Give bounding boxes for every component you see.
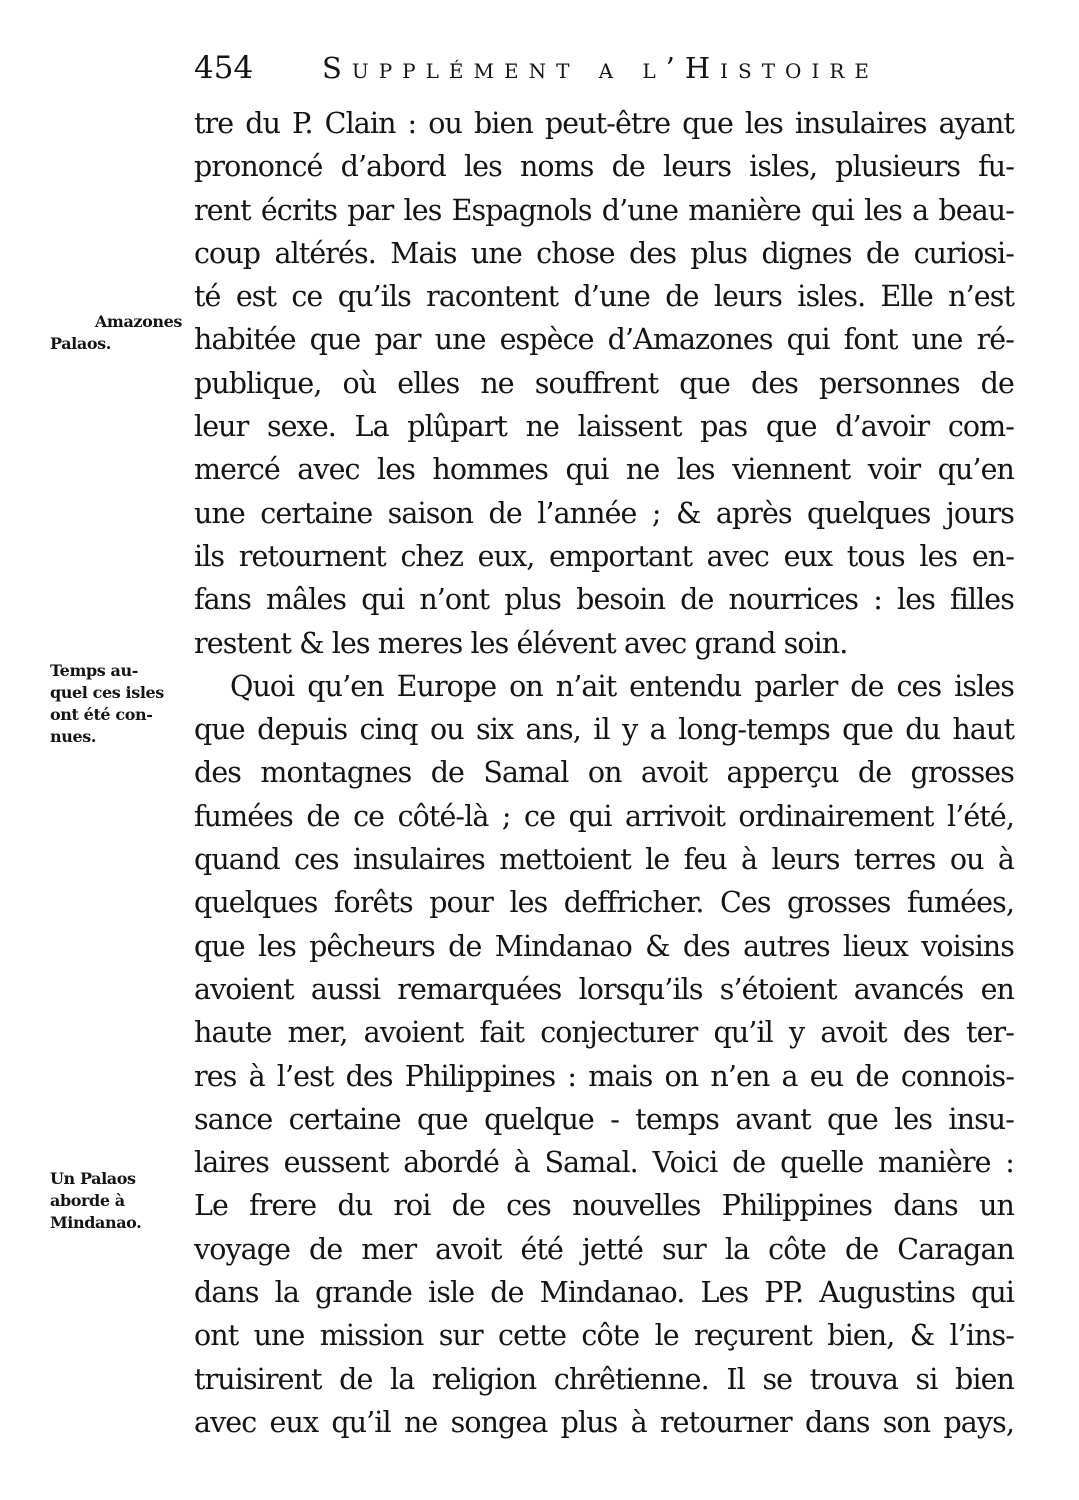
margin-note-line: ont été con- [50,705,153,724]
text-line: truisirent de la religion chrêtienne. Il se trouva si bien [194,1362,1014,1396]
text-line: restent & les meres les élévent avec grand soin. [194,626,848,660]
text-line: Le frere du roi de ces nouvelles Philippines dans un [194,1189,1014,1223]
text-line: Quoi qu’en Europe on n’ait entendu parler de ces isles [230,669,1014,703]
text-line: dans la grande isle de Mindanao. Les PP. Augustins qui [194,1276,1014,1310]
text-line: rent écrits par les Espagnols d’une manière qui les a beau- [194,193,1014,227]
text-line: une certaine saison de l’année ; & après quelques jours [194,496,1014,530]
text-line: res à l’est des Philippines : mais on n’en a eu de connois- [194,1059,1014,1093]
text-line: que les pêcheurs de Mindanao & des autres lieux voisins [194,929,1014,963]
margin-note-line: Temps au- [50,661,138,680]
text-line: quelques forêts pour les deffricher. Ces grosses fumées, [194,886,1014,920]
text-line: tre du P. Clain : ou bien peut-être que les insulaires ayant [194,107,1014,140]
margin-note-line: quel ces isles [50,683,164,702]
margin-note-line: Palaos. [50,334,111,353]
margin-note-amazones [50,311,182,355]
body-text [194,102,1014,1444]
margin-note-line: Mindanao. [50,1213,142,1232]
margin-note-temps [50,660,182,748]
margin-note-line: aborde à [50,1191,125,1210]
text-line: fumées de ce côté-là ; ce qui arrivoit ordinairement l’été, [194,799,1014,833]
text-line: ils retournent chez eux, emportant avec eux tous les en- [194,539,1014,573]
text-line: haute mer, avoient fait conjecturer qu’il y avoit des ter- [194,1016,1014,1050]
text-line: voyage de mer avoit été jetté sur la côte de Caragan [194,1232,1014,1266]
text-line: avec eux qu’il ne songea plus à retourner dans son pays, [194,1405,1014,1439]
text-line: que depuis cinq ou six ans, il y a long-temps que du haut [194,713,1014,747]
text-line: laires eussent abordé à Samal. Voici de quelle manière : [194,1146,1014,1180]
text-line: mercé avec les hommes qui ne les viennent voir qu’en [194,453,1014,487]
text-line: habitée que par une espèce d’Amazones qui font une ré- [194,323,1014,357]
text-line: leur sexe. La plûpart ne laissent pas que d’avoir com- [194,410,1014,444]
margin-note-line: Un Palaos [50,1169,136,1188]
text-line: coup altérés. Mais une chose des plus dignes de curiosi- [194,236,1014,270]
text-line: prononcé d’abord les noms de leurs isles, plusieurs fu- [194,150,1014,184]
text-line: publique, où elles ne souffrent que des personnes de [194,366,1014,400]
text-line: quand ces insulaires mettoient le feu à leurs terres ou à [194,843,1014,877]
text-line: té est ce qu’ils racontent d’une de leurs isles. Elle n’est [194,280,1014,314]
margin-note-line: Amazones [94,312,182,331]
running-header [194,48,1014,88]
text-line: des montagnes de Samal on avoit apperçu de grosses [194,756,1014,790]
margin-note-line: nues. [50,727,97,746]
text-line: avoient aussi remarquées lorsqu’ils s’étoient avancés en [194,972,1014,1006]
page-number: 454 [194,50,254,86]
text-line: ont une mission sur cette côte le reçurent bien, & l’ins- [194,1319,1014,1353]
margin-note-palaos-mindanao [50,1168,182,1234]
text-line: fans mâles qui n’ont plus besoin de nourrices : les filles [194,583,1014,617]
text-line: sance certaine que quelque - temps avant que les insu- [194,1102,1014,1136]
running-title: Supplément a l’Histoire [322,51,880,85]
